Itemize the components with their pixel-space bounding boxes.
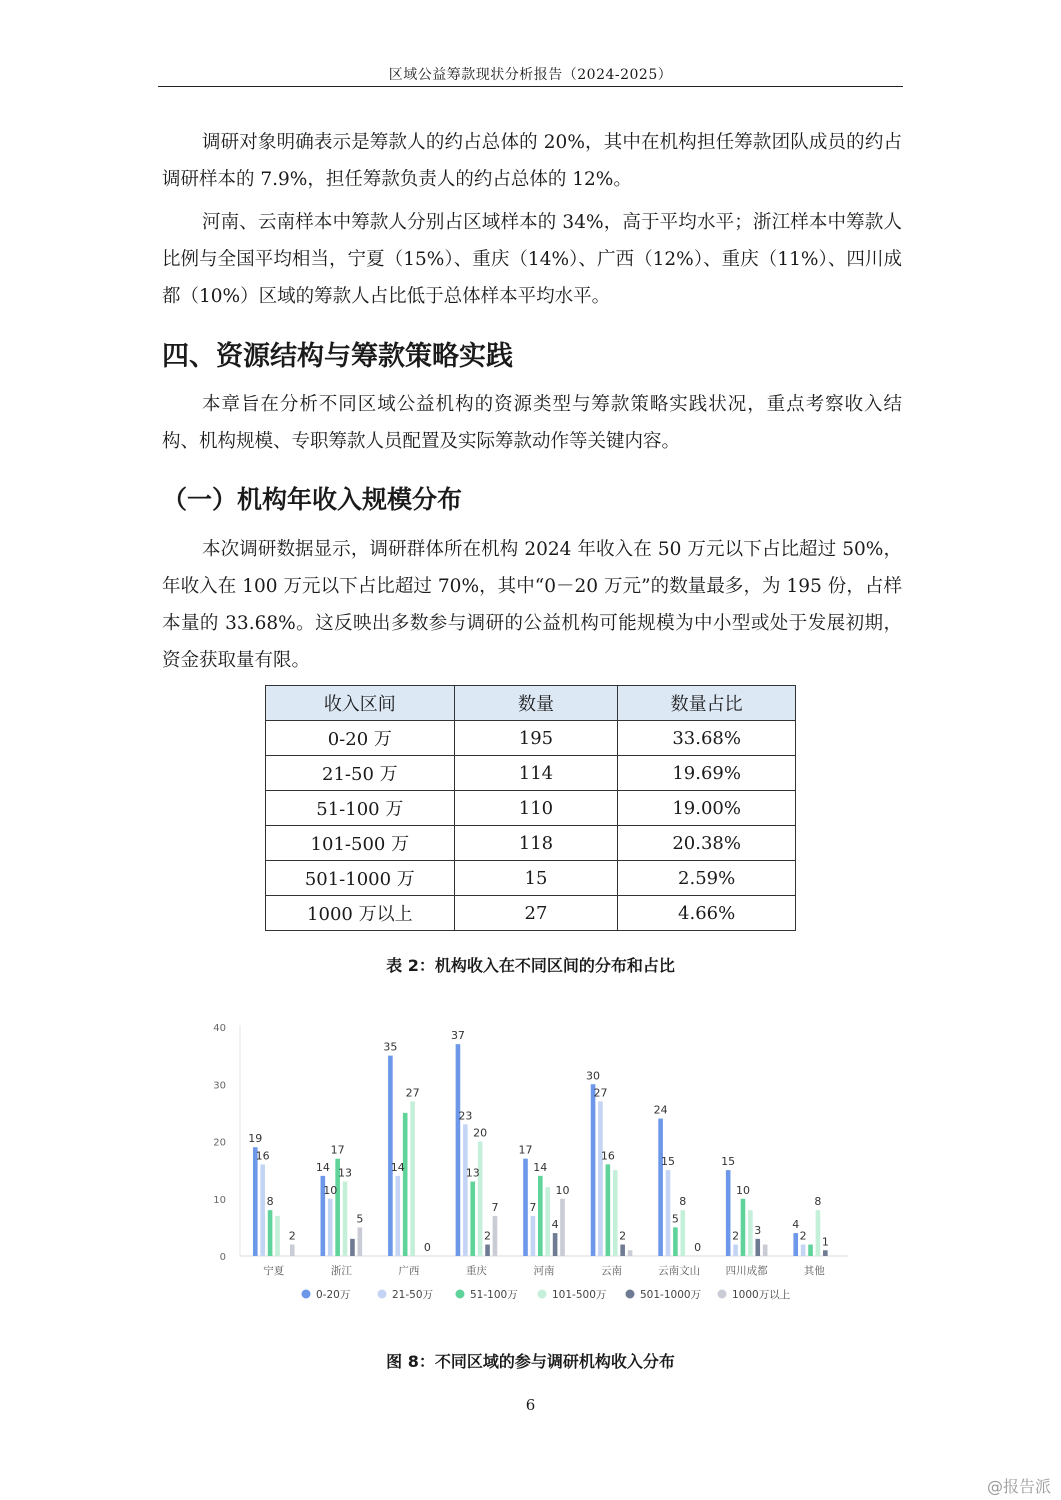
bar xyxy=(628,1250,633,1256)
bar xyxy=(741,1199,746,1256)
bar xyxy=(620,1245,625,1256)
table-row xyxy=(266,791,796,826)
y-tick-label: 20 xyxy=(213,1137,226,1149)
table-cell: 114 xyxy=(454,756,618,791)
data-label: 14 xyxy=(390,1160,405,1174)
bar xyxy=(673,1227,678,1256)
bar xyxy=(395,1176,400,1256)
data-label: 17 xyxy=(518,1143,533,1157)
bar xyxy=(253,1147,258,1256)
table-cell: 51-100 万 xyxy=(266,791,455,826)
data-label: 1 xyxy=(821,1235,829,1249)
data-label: 13 xyxy=(465,1166,480,1180)
paragraph-2: 河南、云南样本中筹款人分别占区域样本的 34%，高于平均水平；浙江样本中筹款人比例与全国平均相当，宁夏（15%）、重庆（14%）、广西（12%）、重庆（11%）、四川成都（10%）区域的筹款人占比低于总体样本平均水平。 xyxy=(162,212,902,307)
data-label: 15 xyxy=(721,1155,736,1169)
bar xyxy=(485,1245,490,1256)
bar xyxy=(666,1170,671,1256)
bar xyxy=(801,1245,806,1256)
bar xyxy=(531,1216,536,1256)
legend-marker xyxy=(456,1290,465,1299)
x-tick-label: 云南文山 xyxy=(658,1265,701,1277)
bar xyxy=(598,1101,603,1256)
bar xyxy=(613,1170,618,1256)
table-cell: 15 xyxy=(454,861,618,896)
bar xyxy=(733,1245,738,1256)
bar xyxy=(793,1233,798,1256)
income-by-region-chart xyxy=(200,1015,860,1315)
data-label: 8 xyxy=(679,1195,687,1209)
data-label: 5 xyxy=(356,1212,364,1226)
data-label: 14 xyxy=(315,1160,330,1174)
bar xyxy=(523,1159,528,1256)
bar xyxy=(560,1199,565,1256)
bar xyxy=(493,1216,498,1256)
table-row xyxy=(266,861,796,896)
table-cell: 101-500 万 xyxy=(266,826,455,861)
bar xyxy=(545,1187,550,1256)
table-cell: 501-1000 万 xyxy=(266,861,455,896)
x-tick-label: 宁夏 xyxy=(263,1265,285,1277)
figure-caption: 图 8：不同区域的参与调研机构收入分布 xyxy=(386,1352,675,1371)
data-label: 13 xyxy=(338,1166,353,1180)
table-cell: 20.38% xyxy=(618,826,796,861)
table-cell: 33.68% xyxy=(618,721,796,756)
x-tick-label: 四川成都 xyxy=(725,1265,768,1277)
data-label: 19 xyxy=(248,1132,263,1146)
x-tick-label: 浙江 xyxy=(330,1265,352,1277)
data-label: 16 xyxy=(600,1149,615,1163)
section-heading: 四、资源结构与筹款策略实践 xyxy=(162,341,513,372)
bar xyxy=(808,1245,813,1256)
data-label: 14 xyxy=(533,1160,548,1174)
page-number: 6 xyxy=(525,1396,536,1414)
bar xyxy=(538,1176,543,1256)
table-row xyxy=(266,756,796,791)
table-cell: 27 xyxy=(454,896,618,931)
bar xyxy=(591,1084,596,1256)
data-label: 37 xyxy=(450,1029,465,1043)
bar xyxy=(755,1239,760,1256)
table-cell: 0-20 万 xyxy=(266,721,455,756)
y-tick-label: 10 xyxy=(213,1194,226,1206)
paragraph-3: 本章旨在分析不同区域公益机构的资源类型与筹款策略实践状况，重点考察收入结构、机构规模、专职筹款人员配置及实际筹款动作等关键内容。 xyxy=(162,394,902,452)
table-cell: 110 xyxy=(454,791,618,826)
paragraph-4: 本次调研数据显示，调研群体所在机构 2024 年收入在 50 万元以下占比超过 50%，年收入在 100 万元以下占比超过 70%，其中“0－20 万元”的数量最多，为 195 份，占样本量的 33.68%。这反映出多数参与调研的公益机构可能规模为中小型或处于发展初期，资金获取量有限。 xyxy=(162,539,902,671)
x-tick-label: 重庆 xyxy=(465,1265,487,1277)
legend-label: 501-1000万 xyxy=(640,1289,702,1301)
table-cell: 118 xyxy=(454,826,618,861)
table-header-row xyxy=(266,686,796,721)
bar xyxy=(328,1199,333,1256)
legend-marker xyxy=(626,1290,635,1299)
bar xyxy=(260,1164,265,1256)
data-label: 8 xyxy=(266,1195,274,1209)
data-label: 10 xyxy=(735,1183,750,1197)
legend-label: 21-50万 xyxy=(392,1289,434,1301)
data-label: 7 xyxy=(491,1200,499,1214)
data-label: 15 xyxy=(661,1155,676,1169)
bar xyxy=(553,1233,558,1256)
legend-marker xyxy=(538,1290,547,1299)
data-label: 27 xyxy=(405,1086,420,1100)
data-label: 2 xyxy=(732,1229,740,1243)
table-header-cell: 数量占比 xyxy=(618,686,796,721)
table-row xyxy=(266,826,796,861)
table-cell: 1000 万以上 xyxy=(266,896,455,931)
bar xyxy=(403,1113,408,1256)
table-cell: 19.69% xyxy=(618,756,796,791)
bar xyxy=(823,1250,828,1256)
data-label: 2 xyxy=(619,1229,627,1243)
bar xyxy=(268,1210,273,1256)
y-tick-label: 40 xyxy=(213,1023,226,1034)
bar xyxy=(350,1239,355,1256)
legend-label: 101-500万 xyxy=(552,1289,607,1301)
bar xyxy=(358,1227,363,1256)
bar xyxy=(726,1170,731,1256)
legend-label: 1000万以上 xyxy=(732,1289,791,1301)
bar xyxy=(470,1182,475,1256)
bar xyxy=(763,1245,768,1256)
data-label: 4 xyxy=(792,1218,800,1232)
data-label: 10 xyxy=(555,1183,570,1197)
bar xyxy=(463,1124,468,1256)
data-label: 4 xyxy=(551,1218,559,1232)
bar xyxy=(388,1056,393,1256)
y-tick-label: 30 xyxy=(213,1080,226,1092)
x-tick-label: 其他 xyxy=(803,1265,825,1277)
data-label: 0 xyxy=(423,1241,431,1254)
data-label: 10 xyxy=(323,1183,338,1197)
running-header: 区域公益筹款现状分析报告（2024-2025） xyxy=(388,67,673,83)
legend-marker xyxy=(718,1290,727,1299)
data-label: 8 xyxy=(814,1195,822,1209)
data-label: 2 xyxy=(288,1229,296,1243)
bar xyxy=(343,1182,348,1256)
table-cell: 19.00% xyxy=(618,791,796,826)
bar xyxy=(275,1216,280,1256)
y-tick-label: 0 xyxy=(219,1252,226,1263)
data-label: 24 xyxy=(653,1103,668,1117)
income-table xyxy=(265,685,796,931)
data-label: 35 xyxy=(383,1040,398,1054)
x-tick-label: 广西 xyxy=(398,1265,420,1277)
data-label: 20 xyxy=(473,1126,488,1140)
bar xyxy=(606,1164,611,1256)
bar xyxy=(410,1101,415,1256)
x-tick-label: 云南 xyxy=(601,1265,623,1277)
table-cell: 2.59% xyxy=(618,861,796,896)
data-label: 7 xyxy=(529,1200,537,1214)
data-label: 0 xyxy=(694,1241,702,1254)
data-label: 2 xyxy=(484,1229,492,1243)
table-row xyxy=(266,896,796,931)
bar xyxy=(478,1142,483,1257)
bar xyxy=(290,1245,295,1256)
bar xyxy=(816,1210,821,1256)
paragraph-1: 调研对象明确表示是筹款人的约占总体的 20%，其中在机构担任筹款团队成员的约占调研样本的 7.9%，担任筹款负责人的约占总体的 12%。 xyxy=(162,132,902,190)
data-label: 2 xyxy=(799,1229,807,1243)
legend-label: 0-20万 xyxy=(316,1289,351,1301)
table-row xyxy=(266,721,796,756)
x-tick-label: 河南 xyxy=(533,1265,555,1277)
data-label: 5 xyxy=(671,1212,679,1226)
watermark: @报告派 xyxy=(986,1477,1051,1496)
table-cell: 195 xyxy=(454,721,618,756)
table-header-cell: 数量 xyxy=(454,686,618,721)
legend-marker xyxy=(302,1290,311,1299)
table-caption: 表 2：机构收入在不同区间的分布和占比 xyxy=(386,956,675,975)
table-header-cell: 收入区间 xyxy=(266,686,455,721)
data-label: 16 xyxy=(255,1149,270,1163)
data-label: 17 xyxy=(330,1143,345,1157)
legend-label: 51-100万 xyxy=(470,1289,518,1301)
data-label: 23 xyxy=(458,1109,473,1123)
data-label: 27 xyxy=(593,1086,608,1100)
bar xyxy=(681,1210,686,1256)
data-label: 3 xyxy=(754,1223,762,1237)
table-cell: 4.66% xyxy=(618,896,796,931)
bar xyxy=(658,1119,663,1256)
bar xyxy=(456,1044,461,1256)
header-rule xyxy=(158,86,903,87)
legend-marker xyxy=(378,1290,387,1299)
bar xyxy=(748,1210,753,1256)
data-label: 30 xyxy=(586,1069,601,1083)
subsection-heading: （一）机构年收入规模分布 xyxy=(162,485,463,514)
table-cell: 21-50 万 xyxy=(266,756,455,791)
